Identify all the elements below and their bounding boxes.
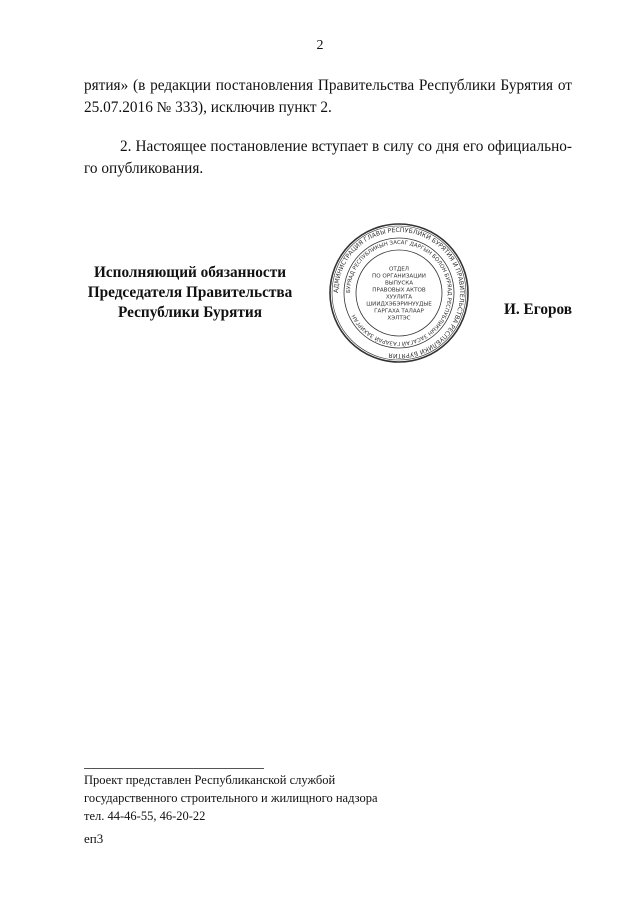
footnote-divider: [84, 768, 264, 769]
signatory-line-2: Председателя Правительства: [87, 284, 293, 301]
footnote-line-3: тел. 44-46-55, 46-20-22: [84, 809, 206, 823]
seal-inner-ring-text: БУРЯАД РЕСПУБЛИКЫН ЗАСАГ ДАРГЫН БОЛОН БУРЯАД РЕСПУБЛИКЫН ЗАСАГАЙ ГАЗАРАЙ ЗАХИРГАН: [345, 239, 453, 347]
seal-center-line: ПО ОРГАНИЗАЦИИ: [372, 273, 426, 280]
paragraph-2-line-2: го опубликования.: [84, 160, 204, 177]
seal-center-line: ПРАВОВЫХ АКТОВ: [372, 287, 426, 294]
paragraph-1: [84, 75, 572, 119]
footnote-line-1: Проект представлен Республиканской службой: [84, 773, 336, 787]
signatory-line-3: Республики Бурятия: [117, 304, 263, 321]
footnote-line-2: государственного строительного и жилищного надзора: [84, 791, 378, 805]
paragraph-2-line-1: 2. Настоящее постановление вступает в силу со дня его официально-: [120, 138, 572, 155]
seal-center-line: ШИИДХЭБЭРИНУУДЫЕ: [366, 301, 432, 308]
signer-name: И. Егоров: [504, 301, 572, 318]
seal-center-line: ХУУЛИТА: [385, 294, 413, 301]
seal-center-line: ХЭЛТЭС: [387, 315, 411, 322]
seal-ring-text: АДМИНИСТРАЦИЯ ГЛАВЫ РЕСПУБЛИКИ БУРЯТИЯ И ПРАВИТЕЛЬСТВА РЕСПУБЛИКИ БУРЯТИЯ: [332, 226, 466, 360]
signatory-title: [80, 263, 300, 323]
seal-center-line: ГАРГАХА ТАЛААР: [374, 308, 424, 315]
seal-center-line: ОТДЕЛ: [389, 266, 409, 273]
paragraph-2: [84, 136, 572, 180]
footnote: [84, 771, 378, 825]
page-number: 2: [316, 38, 324, 53]
seal-center-line: ВЫПУСКА: [384, 280, 414, 287]
paragraph-1-line-1: рятия» (в редакции постановления Правительства Республики Бурятия от: [84, 77, 572, 94]
executor-code: еп3: [84, 831, 104, 846]
signatory-line-1: Исполняющий обязанности: [93, 264, 287, 281]
official-seal: [328, 222, 470, 364]
paragraph-1-line-2: 25.07.2016 № 333), исключив пункт 2.: [84, 99, 332, 116]
